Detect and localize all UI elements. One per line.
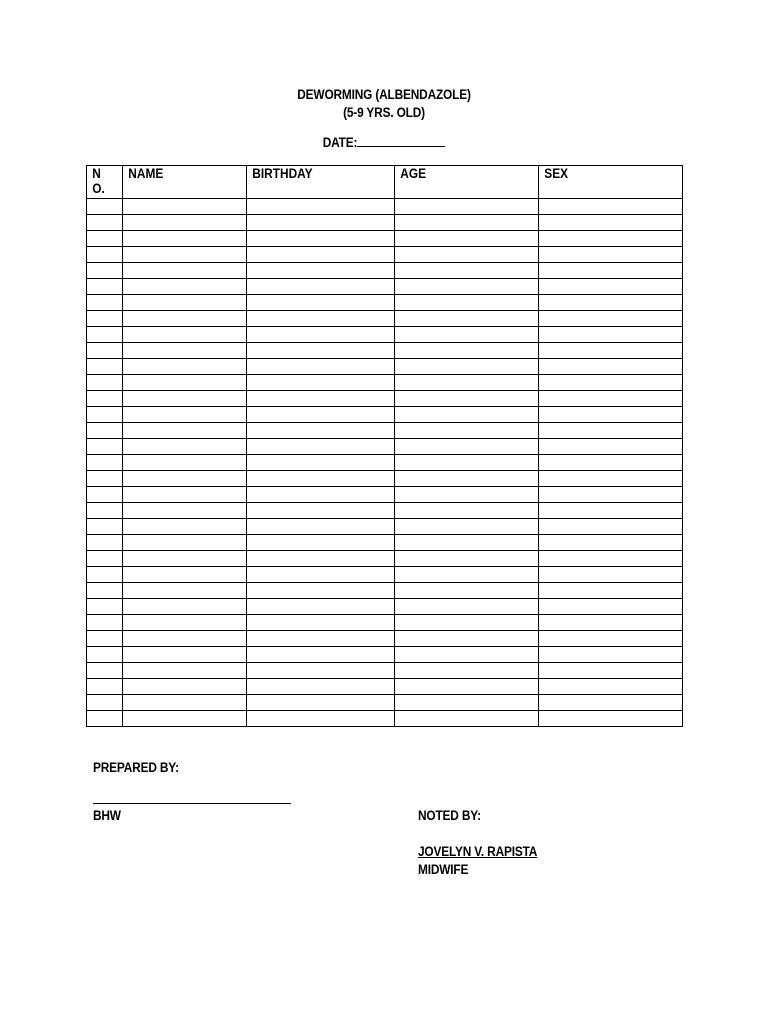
table-cell[interactable] — [247, 567, 395, 583]
table-cell[interactable] — [247, 343, 395, 359]
table-cell[interactable] — [247, 615, 395, 631]
table-cell[interactable] — [395, 583, 539, 599]
table-row — [87, 247, 683, 263]
table-cell[interactable] — [539, 215, 683, 231]
table-cell[interactable] — [87, 247, 123, 263]
table-cell[interactable] — [87, 599, 123, 615]
table-cell[interactable] — [87, 487, 123, 503]
date-label: DATE: — [322, 135, 358, 150]
table-cell[interactable] — [395, 343, 539, 359]
table-cell[interactable] — [123, 711, 247, 727]
table-header-row — [87, 166, 683, 199]
table-cell[interactable] — [123, 423, 247, 439]
table-cell[interactable] — [247, 327, 395, 343]
table-cell[interactable] — [247, 247, 395, 263]
table-cell[interactable] — [123, 343, 247, 359]
table-cell[interactable] — [247, 471, 395, 487]
table-cell[interactable] — [87, 647, 123, 663]
table-cell[interactable] — [123, 535, 247, 551]
table-cell[interactable] — [123, 647, 247, 663]
table-cell[interactable] — [247, 231, 395, 247]
table-cell[interactable] — [395, 615, 539, 631]
table-row — [87, 455, 683, 471]
table-cell[interactable] — [395, 439, 539, 455]
table-cell[interactable] — [395, 455, 539, 471]
table-cell[interactable] — [247, 199, 395, 215]
table-cell[interactable] — [539, 279, 683, 295]
table-row — [87, 295, 683, 311]
table-row — [87, 311, 683, 327]
table-cell[interactable] — [395, 647, 539, 663]
table-cell[interactable] — [395, 711, 539, 727]
table-row — [87, 695, 683, 711]
table-cell[interactable] — [539, 391, 683, 407]
table-row — [87, 679, 683, 695]
table-cell[interactable] — [539, 615, 683, 631]
table-cell[interactable] — [395, 631, 539, 647]
table-cell[interactable] — [539, 231, 683, 247]
table-cell[interactable] — [123, 279, 247, 295]
table-cell[interactable] — [87, 295, 123, 311]
table-cell[interactable] — [539, 535, 683, 551]
table-cell[interactable] — [539, 487, 683, 503]
table-cell[interactable] — [123, 407, 247, 423]
table-cell[interactable] — [539, 375, 683, 391]
signature-line — [93, 803, 291, 804]
date-blank[interactable] — [357, 134, 445, 147]
table-cell[interactable] — [395, 423, 539, 439]
table-cell[interactable] — [539, 599, 683, 615]
table-cell[interactable] — [395, 695, 539, 711]
table-row — [87, 647, 683, 663]
table-row — [87, 599, 683, 615]
table-cell[interactable] — [123, 263, 247, 279]
table-cell[interactable] — [395, 407, 539, 423]
table-cell[interactable] — [123, 519, 247, 535]
table-cell[interactable] — [123, 327, 247, 343]
table-cell[interactable] — [395, 375, 539, 391]
document-subtitle: (5-9 YRS. OLD) — [343, 105, 425, 120]
table-cell[interactable] — [395, 199, 539, 215]
table-row — [87, 471, 683, 487]
table-cell[interactable] — [247, 455, 395, 471]
table-cell[interactable] — [247, 487, 395, 503]
table-cell[interactable] — [123, 311, 247, 327]
table-cell[interactable] — [247, 583, 395, 599]
table-cell[interactable] — [87, 679, 123, 695]
table-cell[interactable] — [539, 423, 683, 439]
table-cell[interactable] — [539, 519, 683, 535]
table-cell[interactable] — [87, 215, 123, 231]
table-cell[interactable] — [247, 391, 395, 407]
table-cell[interactable] — [395, 567, 539, 583]
table-row — [87, 215, 683, 231]
table-cell[interactable] — [87, 551, 123, 567]
column-header-birthday: BIRTHDAY — [247, 166, 395, 199]
table-cell[interactable] — [395, 551, 539, 567]
table-cell[interactable] — [247, 647, 395, 663]
table-cell[interactable] — [395, 503, 539, 519]
table-cell[interactable] — [247, 439, 395, 455]
table-cell[interactable] — [395, 391, 539, 407]
table-cell[interactable] — [539, 567, 683, 583]
table-cell[interactable] — [539, 343, 683, 359]
table-row — [87, 423, 683, 439]
table-cell[interactable] — [247, 375, 395, 391]
table-row — [87, 231, 683, 247]
table-cell[interactable] — [247, 679, 395, 695]
table-cell[interactable] — [395, 247, 539, 263]
table-cell[interactable] — [247, 279, 395, 295]
table-body — [87, 199, 683, 727]
table-cell[interactable] — [539, 327, 683, 343]
table-cell[interactable] — [539, 711, 683, 727]
table-cell[interactable] — [87, 359, 123, 375]
noted-by-role: MIDWIFE — [418, 862, 469, 877]
table-cell[interactable] — [123, 295, 247, 311]
table-cell[interactable] — [247, 711, 395, 727]
document-title: DEWORMING (ALBENDAZOLE) — [297, 87, 471, 102]
table-cell[interactable] — [539, 663, 683, 679]
table-cell[interactable] — [395, 471, 539, 487]
table-cell[interactable] — [123, 551, 247, 567]
table-cell[interactable] — [123, 391, 247, 407]
table-row — [87, 391, 683, 407]
table-row — [87, 551, 683, 567]
table-cell[interactable] — [87, 263, 123, 279]
prepared-by-role: BHW — [93, 808, 121, 823]
table-cell[interactable] — [539, 455, 683, 471]
table-cell[interactable] — [395, 599, 539, 615]
table-cell[interactable] — [87, 375, 123, 391]
table-cell[interactable] — [87, 567, 123, 583]
table-cell[interactable] — [87, 663, 123, 679]
table-cell[interactable] — [87, 407, 123, 423]
table-cell[interactable] — [123, 487, 247, 503]
table-cell[interactable] — [87, 695, 123, 711]
table-row — [87, 439, 683, 455]
table-cell[interactable] — [247, 503, 395, 519]
table-cell[interactable] — [247, 599, 395, 615]
table-cell[interactable] — [539, 551, 683, 567]
table-row — [87, 503, 683, 519]
table-cell[interactable] — [87, 615, 123, 631]
table-cell[interactable] — [247, 631, 395, 647]
table-cell[interactable] — [87, 327, 123, 343]
date-line — [323, 134, 446, 150]
table-cell[interactable] — [395, 279, 539, 295]
table-cell[interactable] — [87, 423, 123, 439]
table-cell[interactable] — [123, 471, 247, 487]
table-cell[interactable] — [123, 247, 247, 263]
table-cell[interactable] — [123, 375, 247, 391]
table-cell[interactable] — [539, 583, 683, 599]
table-cell[interactable] — [247, 519, 395, 535]
table-cell[interactable] — [539, 295, 683, 311]
table-row — [87, 407, 683, 423]
table-cell[interactable] — [87, 231, 123, 247]
table-cell[interactable] — [87, 455, 123, 471]
table-cell[interactable] — [87, 343, 123, 359]
table-cell[interactable] — [123, 583, 247, 599]
table-cell[interactable] — [123, 679, 247, 695]
table-cell[interactable] — [395, 359, 539, 375]
table-cell[interactable] — [87, 279, 123, 295]
table-cell[interactable] — [123, 695, 247, 711]
table-cell[interactable] — [87, 711, 123, 727]
table-cell[interactable] — [87, 391, 123, 407]
table-cell[interactable] — [123, 631, 247, 647]
table-cell[interactable] — [395, 231, 539, 247]
table-row — [87, 279, 683, 295]
table-cell[interactable] — [247, 423, 395, 439]
table-row — [87, 567, 683, 583]
table-cell[interactable] — [247, 663, 395, 679]
table-cell[interactable] — [539, 695, 683, 711]
table-cell[interactable] — [87, 535, 123, 551]
table-cell[interactable] — [247, 551, 395, 567]
table-cell[interactable] — [395, 311, 539, 327]
table-row — [87, 615, 683, 631]
table-row — [87, 327, 683, 343]
table-cell[interactable] — [395, 487, 539, 503]
table-cell[interactable] — [395, 215, 539, 231]
table-cell[interactable] — [247, 263, 395, 279]
column-header-no: NO. — [87, 166, 123, 199]
noted-by-name: JOVELYN V. RAPISTA — [418, 844, 538, 859]
table-row — [87, 343, 683, 359]
table-cell[interactable] — [123, 455, 247, 471]
table-cell[interactable] — [87, 311, 123, 327]
table-row — [87, 375, 683, 391]
table-cell[interactable] — [247, 407, 395, 423]
table-cell[interactable] — [247, 535, 395, 551]
table-cell[interactable] — [87, 439, 123, 455]
table-row — [87, 711, 683, 727]
table-cell[interactable] — [123, 615, 247, 631]
table-cell[interactable] — [87, 519, 123, 535]
table-row — [87, 359, 683, 375]
table-cell[interactable] — [123, 215, 247, 231]
prepared-by-label: PREPARED BY: — [93, 760, 179, 775]
table-row — [87, 663, 683, 679]
table-cell[interactable] — [123, 503, 247, 519]
table-row — [87, 263, 683, 279]
table-cell[interactable] — [87, 583, 123, 599]
table-cell[interactable] — [395, 327, 539, 343]
table-row — [87, 519, 683, 535]
table-cell[interactable] — [87, 199, 123, 215]
table-cell[interactable] — [247, 311, 395, 327]
table-cell[interactable] — [395, 679, 539, 695]
table-cell[interactable] — [539, 407, 683, 423]
table-cell[interactable] — [87, 631, 123, 647]
table-cell[interactable] — [123, 359, 247, 375]
table-cell[interactable] — [539, 263, 683, 279]
table-cell[interactable] — [539, 471, 683, 487]
table-cell[interactable] — [123, 439, 247, 455]
table-cell[interactable] — [395, 295, 539, 311]
table-row — [87, 487, 683, 503]
table-cell[interactable] — [539, 247, 683, 263]
table-cell[interactable] — [539, 311, 683, 327]
table-cell[interactable] — [247, 695, 395, 711]
table-cell[interactable] — [539, 199, 683, 215]
table-cell[interactable] — [123, 663, 247, 679]
table-row — [87, 199, 683, 215]
table-cell[interactable] — [395, 663, 539, 679]
table-cell[interactable] — [395, 535, 539, 551]
table-cell[interactable] — [123, 231, 247, 247]
table-cell[interactable] — [539, 439, 683, 455]
table-cell[interactable] — [87, 471, 123, 487]
table-cell[interactable] — [539, 359, 683, 375]
table-cell[interactable] — [123, 599, 247, 615]
table-row — [87, 631, 683, 647]
table-row — [87, 583, 683, 599]
column-header-age: AGE — [395, 166, 539, 199]
column-header-name: NAME — [123, 166, 247, 199]
table-cell[interactable] — [123, 567, 247, 583]
table-cell[interactable] — [539, 679, 683, 695]
table-cell[interactable] — [539, 631, 683, 647]
table-cell[interactable] — [395, 263, 539, 279]
table-cell[interactable] — [247, 359, 395, 375]
table-cell[interactable] — [539, 647, 683, 663]
table-cell[interactable] — [247, 295, 395, 311]
table-cell[interactable] — [247, 215, 395, 231]
table-cell[interactable] — [539, 503, 683, 519]
noted-by-label: NOTED BY: — [418, 808, 481, 823]
table-cell[interactable] — [123, 199, 247, 215]
table-cell[interactable] — [395, 519, 539, 535]
table-cell[interactable] — [87, 503, 123, 519]
column-header-sex: SEX — [539, 166, 683, 199]
deworming-roster-table — [86, 165, 683, 727]
table-row — [87, 535, 683, 551]
